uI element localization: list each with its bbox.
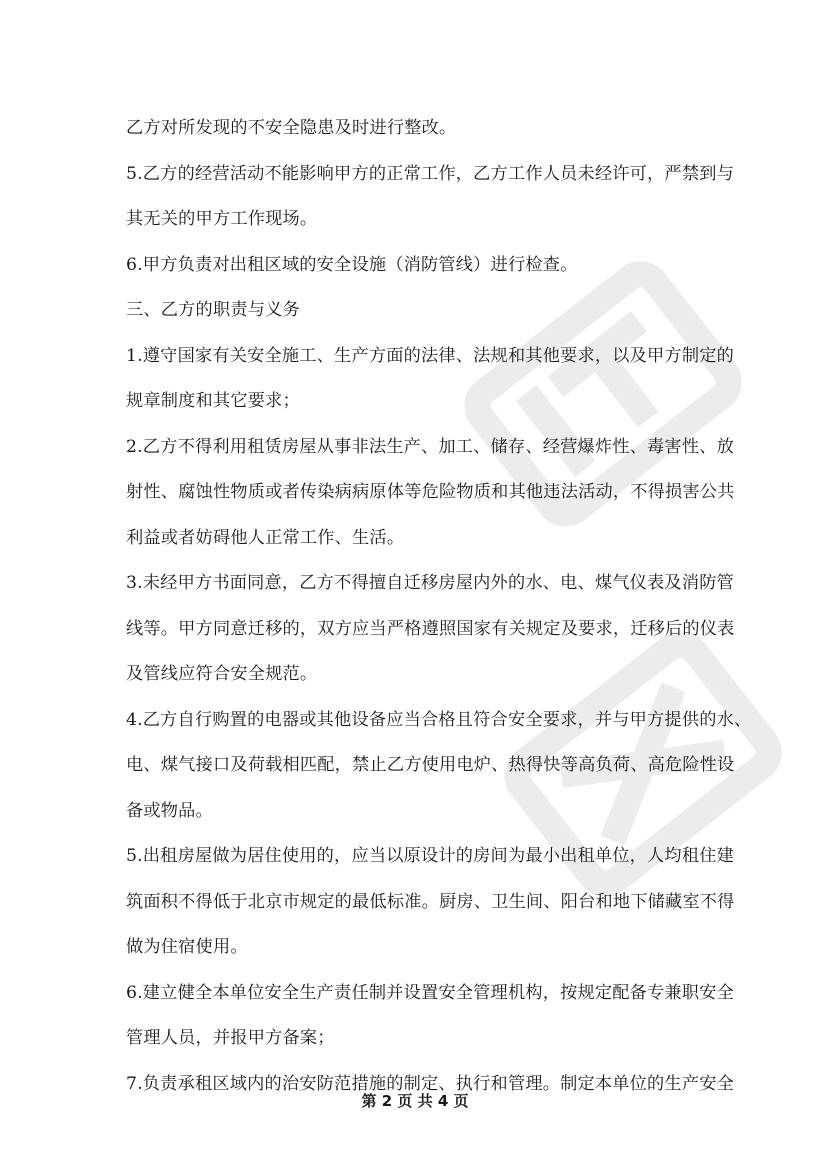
text-line: 利益或者妨碍他人正常工作、生活。 — [126, 527, 405, 548]
text-line: 6.建立健全本单位安全生产责任制并设置安全管理机构，按规定配备专兼职安全 — [126, 982, 734, 1003]
text-line: 5.乙方的经营活动不能影响甲方的正常工作，乙方工作人员未经许可，严禁到与 — [126, 163, 734, 184]
text-line: 2.乙方不得利用租赁房屋从事非法生产、加工、储存、经营爆炸性、毒害性、放 — [126, 436, 734, 457]
text-line: 6.甲方负责对出租区域的安全设施（消防管线）进行检查。 — [126, 254, 578, 275]
text-line: 做为住宿使用。 — [126, 937, 248, 957]
text-line: 备或物品。 — [126, 800, 213, 821]
text-line: 1.遵守国家有关安全施工、生产方面的法律、法规和其他要求，以及甲方制定的 — [126, 345, 734, 366]
text-line: 4.乙方自行购置的电器或其他设备应当合格且符合安全要求，并与甲方提供的水、 — [126, 709, 752, 730]
section-heading: 三、乙方的职责与义务 — [126, 300, 300, 320]
text-line: 线等。甲方同意迁移的，双方应当严格遵照国家有关规定及要求，迁移后的仪表 — [126, 618, 735, 639]
document-body — [126, 106, 752, 1107]
text-line: 射性、腐蚀性物质或者传染病病原体等危险物质和其他违法活动，不得损害公共 — [126, 482, 735, 502]
page-number-footer: 第 2 页 共 4 页 — [361, 1092, 469, 1110]
text-line: 5.出租房屋做为居住使用的，应当以原设计的房间为最小出租单位，人均租住建 — [126, 846, 734, 866]
text-line: 乙方对所发现的不安全隐患及时进行整改。 — [126, 118, 457, 138]
text-line: 筑面积不得低于北京市规定的最低标准。厨房、卫生间、阳台和地下储藏室不得 — [126, 891, 735, 912]
text-line: 规章制度和其它要求； — [126, 391, 300, 411]
text-line: 及管线应符合安全规范。 — [126, 664, 318, 684]
text-line: 3.未经甲方书面同意，乙方不得擅自迁移房屋内外的水、电、煤气仪表及消防管 — [126, 573, 734, 593]
text-line: 其无关的甲方工作现场。 — [126, 209, 318, 229]
text-line: 7.负责承租区域内的治安防范措施的制定、执行和管理。制定本单位的生产安全 — [126, 1073, 734, 1094]
text-line: 电、煤气接口及荷载相匹配，禁止乙方使用电炉、热得快等高负荷、高危险性设 — [126, 755, 735, 775]
text-line: 管理人员，并报甲方备案； — [126, 1028, 335, 1048]
